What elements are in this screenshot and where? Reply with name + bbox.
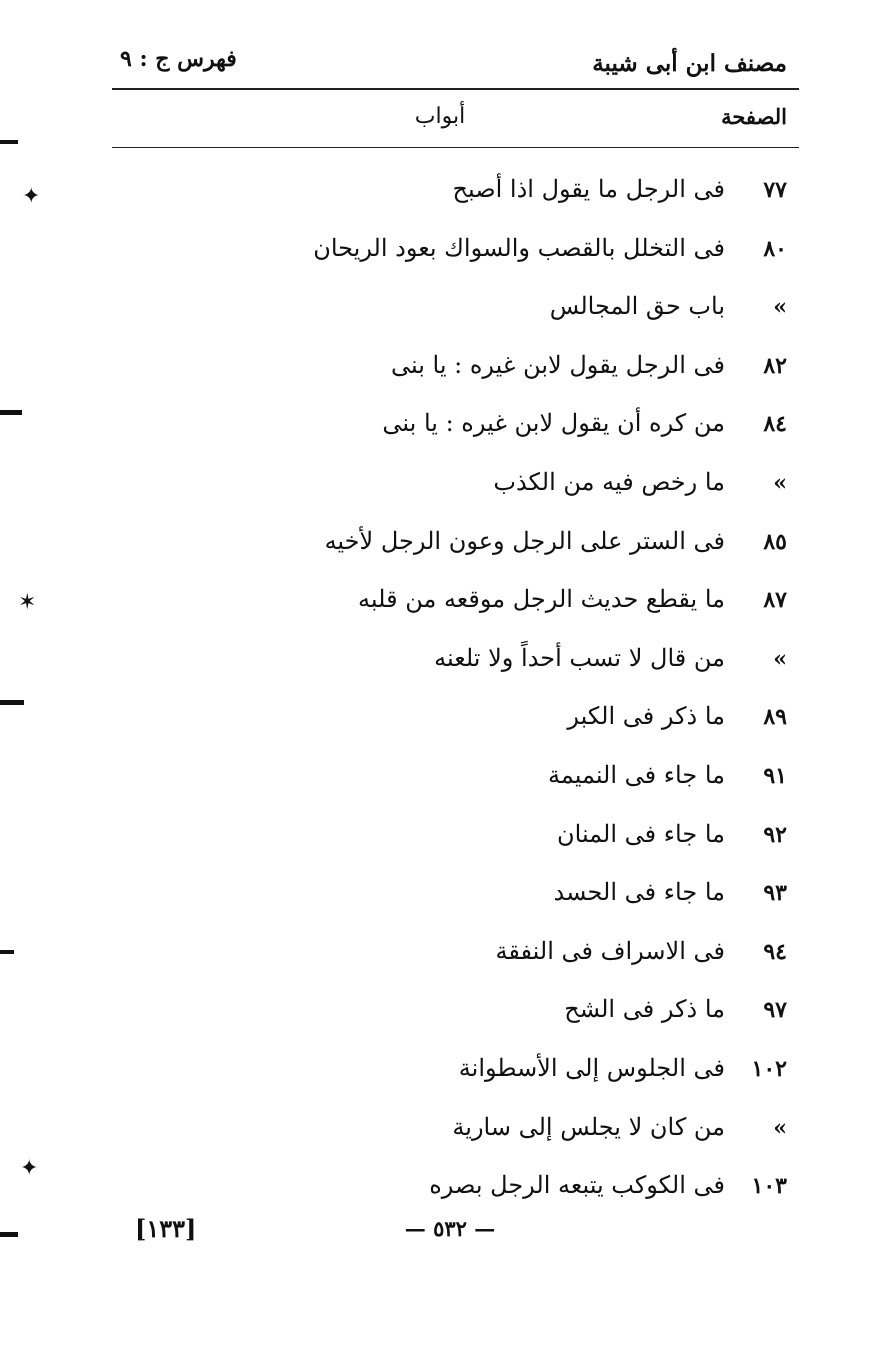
index-entry xyxy=(112,458,787,517)
index-entries xyxy=(112,165,787,1220)
entry-page-number: ٨٠ xyxy=(763,235,787,262)
entry-page-number: ٩١ xyxy=(763,762,787,789)
entry-page-number: ٧٧ xyxy=(763,177,787,203)
index-entry xyxy=(112,810,787,869)
index-entry xyxy=(112,1161,787,1220)
index-entry xyxy=(112,751,787,810)
entry-title: فى الكوكب يتبعه الرجل بصره xyxy=(429,1171,725,1200)
entry-page-number: ٨٤ xyxy=(763,411,787,438)
ink-speck-icon: ✶ xyxy=(18,590,37,615)
entry-title: فى الرجل يقول لابن غيره : يا بنى xyxy=(390,350,725,379)
entry-title: من كره أن يقول لابن غيره : يا بنى xyxy=(382,409,725,438)
entry-page-number: ٨٥ xyxy=(763,528,787,555)
column-heading-rule xyxy=(112,147,799,148)
entry-page-number: ٩٤ xyxy=(763,938,787,965)
entry-page-number: » xyxy=(773,294,787,321)
entry-title: ما يقطع حديث الرجل موقعه من قلبه xyxy=(358,585,725,614)
entry-title: باب حق المجالس xyxy=(549,292,725,321)
entry-title: ما ذكر فى الكبر xyxy=(567,702,725,731)
binding-edge-mark xyxy=(0,410,22,415)
index-entry xyxy=(112,282,787,341)
entry-title: من كان لا يجلس إلى سارية xyxy=(452,1112,725,1141)
entry-page-number: ٩٧ xyxy=(763,997,787,1024)
index-entry xyxy=(112,868,787,927)
entry-page-number: » xyxy=(773,645,787,672)
entry-page-number: ٩٢ xyxy=(763,821,787,848)
ink-speck-icon: ✦ xyxy=(20,1156,39,1181)
index-entry xyxy=(112,1044,787,1103)
index-entry xyxy=(112,575,787,634)
column-heading-abwab: أبواب xyxy=(414,104,466,129)
binding-edge-mark xyxy=(0,700,24,705)
entry-page-number: ١٠٣ xyxy=(751,1173,787,1200)
entry-page-number: ٨٧ xyxy=(763,587,787,614)
entry-title: ما جاء فى الحسد xyxy=(553,878,725,907)
entry-title: فى التخلل بالقصب والسواك بعود الريحان xyxy=(313,233,725,262)
entry-page-number: ٨٩ xyxy=(763,704,787,731)
index-volume-label: فهرس ج : ٩ xyxy=(120,46,237,72)
entry-page-number: ٩٣ xyxy=(763,880,787,907)
entry-title: ما ذكر فى الشح xyxy=(564,995,725,1024)
index-entry xyxy=(112,517,787,576)
entry-title: فى الستر على الرجل وعون الرجل لأخيه xyxy=(324,526,725,555)
index-entry xyxy=(112,224,787,283)
original-page-reference: [١٣٣] xyxy=(135,1214,197,1243)
header-rule xyxy=(112,88,799,90)
entry-title: ما جاء فى المنان xyxy=(557,819,725,848)
binding-edge-mark xyxy=(0,1232,18,1237)
page-number: — ٥٣٢ — xyxy=(404,1216,496,1241)
book-title: مصنف ابن أبى شيبة xyxy=(592,50,787,77)
index-entry xyxy=(112,927,787,986)
entry-title: فى الاسراف فى النفقة xyxy=(495,936,725,965)
binding-edge-mark xyxy=(0,950,14,954)
entry-page-number: ٨٢ xyxy=(763,352,787,379)
ink-speck-icon: ✦ xyxy=(22,184,41,209)
entry-title: من قال لا تسب أحداً ولا تلعنه xyxy=(434,643,725,672)
column-heading-page: الصفحة xyxy=(721,104,787,129)
index-entry xyxy=(112,634,787,693)
entry-page-number: ١٠٢ xyxy=(751,1055,787,1082)
entry-title: فى الجلوس إلى الأسطوانة xyxy=(458,1053,725,1082)
entry-title: ما جاء فى النميمة xyxy=(547,760,725,789)
index-entry xyxy=(112,1103,787,1162)
entry-page-number: » xyxy=(773,469,787,496)
index-entry xyxy=(112,985,787,1044)
entry-page-number: » xyxy=(773,1114,787,1141)
binding-edge-mark xyxy=(0,140,18,144)
index-entry xyxy=(112,692,787,751)
entry-title: ما رخص فيه من الكذب xyxy=(493,467,725,496)
index-entry xyxy=(112,165,787,224)
index-entry xyxy=(112,341,787,400)
index-entry xyxy=(112,399,787,458)
entry-title: فى الرجل ما يقول اذا أصبح xyxy=(452,175,725,203)
